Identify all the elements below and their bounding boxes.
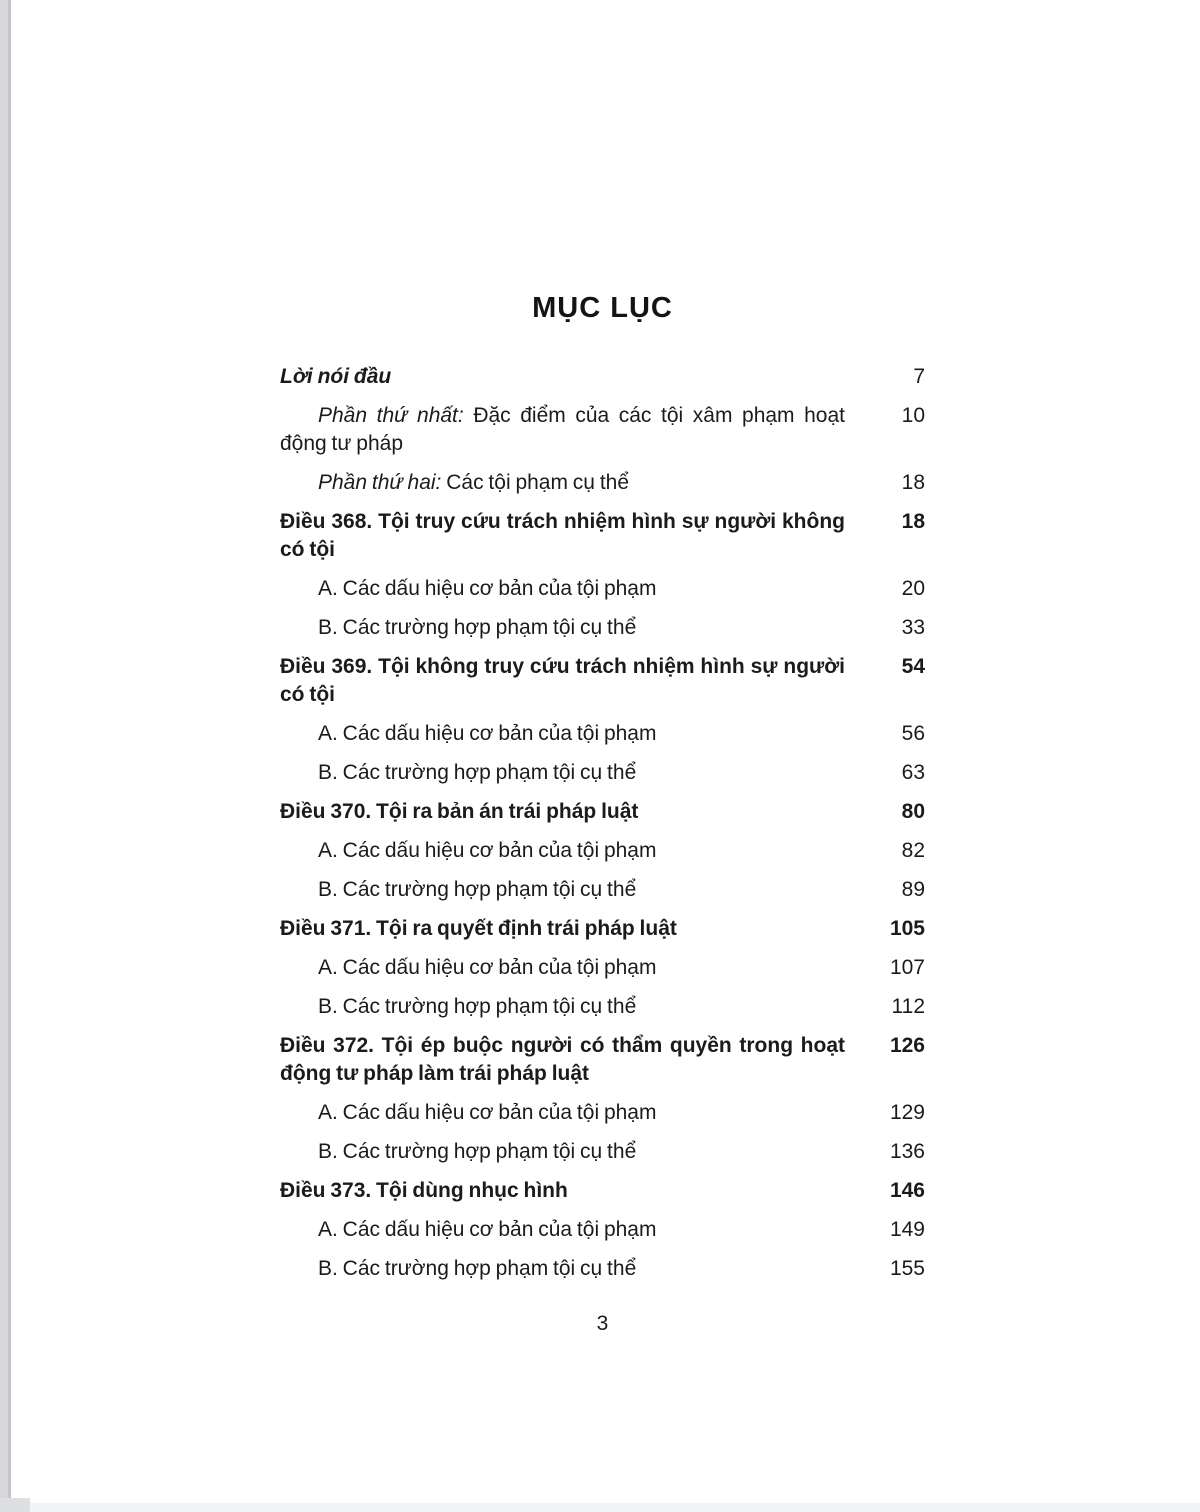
toc-entry-text xyxy=(280,1099,845,1127)
toc-row xyxy=(280,915,925,943)
toc-entry-text xyxy=(280,614,845,642)
toc-entry-page: 126 xyxy=(889,1034,925,1057)
toc-list xyxy=(280,363,925,1294)
toc-entry-page: 105 xyxy=(889,917,925,940)
toc-row xyxy=(280,1255,925,1283)
toc-entry-label: Các tội phạm cụ thể xyxy=(446,471,630,494)
toc-entry-page: 149 xyxy=(889,1218,925,1241)
toc-entry-label: A. Các dấu hiệu cơ bản của tội phạm xyxy=(318,956,657,979)
toc-entry-label: B. Các trường hợp phạm tội cụ thể xyxy=(318,995,637,1018)
toc-entry-label: B. Các trường hợp phạm tội cụ thể xyxy=(318,761,637,784)
toc-entry-page: 33 xyxy=(901,616,925,639)
toc-entry-text xyxy=(280,720,845,748)
toc-entry-label: B. Các trường hợp phạm tội cụ thể xyxy=(318,878,637,901)
toc-entry-text xyxy=(280,1032,845,1088)
page-number: 3 xyxy=(596,1312,609,1335)
toc-entry-page: 155 xyxy=(889,1257,925,1280)
toc-entry-label: A. Các dấu hiệu cơ bản của tội phạm xyxy=(318,722,657,745)
toc-entry-page: 18 xyxy=(901,510,925,533)
toc-entry-prefix: Phần thứ nhất: xyxy=(318,404,464,427)
toc-entry-text xyxy=(280,508,845,564)
toc-row xyxy=(280,1032,925,1088)
toc-entry-text xyxy=(280,1216,845,1244)
toc-row xyxy=(280,1138,925,1166)
toc-entry-page: 112 xyxy=(891,995,925,1018)
scan-edge-bottom xyxy=(0,1503,1200,1512)
toc-row xyxy=(280,575,925,603)
toc-entry-text xyxy=(280,876,845,904)
toc-entry-page: 80 xyxy=(901,800,925,823)
toc-entry-page: 56 xyxy=(901,722,925,745)
toc-row xyxy=(280,508,925,564)
toc-entry-text xyxy=(280,837,845,865)
toc-entry-label: Điều 369. Tội không truy cứu trách nhiệm hình sự người có tội xyxy=(280,655,845,706)
toc-entry-text xyxy=(280,954,845,982)
toc-entry-label: Lời nói đầu xyxy=(280,365,392,388)
toc-entry-prefix: Phần thứ hai: xyxy=(318,471,442,494)
toc-entry-page: 136 xyxy=(889,1140,925,1163)
toc-entry-page: 82 xyxy=(901,839,925,862)
toc-entry-label: Điều 372. Tội ép buộc người có thẩm quyền trong hoạt động tư pháp làm trái pháp luật xyxy=(280,1034,845,1085)
toc-row xyxy=(280,954,925,982)
scan-edge-left xyxy=(0,0,11,1512)
toc-entry-page: 63 xyxy=(901,761,925,784)
toc-entry-label: B. Các trường hợp phạm tội cụ thể xyxy=(318,1257,637,1280)
toc-entry-page: 20 xyxy=(901,577,925,600)
page-title: MỤC LỤC xyxy=(532,292,673,324)
toc-entry-label: Điều 368. Tội truy cứu trách nhiệm hình sự người không có tội xyxy=(280,510,845,561)
toc-row xyxy=(280,363,925,391)
toc-entry-label: A. Các dấu hiệu cơ bản của tội phạm xyxy=(318,577,657,600)
toc-entry-text xyxy=(280,575,845,603)
toc-entry-page: 129 xyxy=(889,1101,925,1124)
toc-entry-label: B. Các trường hợp phạm tội cụ thể xyxy=(318,616,637,639)
toc-entry-text xyxy=(280,363,845,391)
toc-entry-page: 107 xyxy=(889,956,925,979)
toc-entry-page: 18 xyxy=(901,471,925,494)
toc-entry-label: A. Các dấu hiệu cơ bản của tội phạm xyxy=(318,1218,657,1241)
toc-entry-text xyxy=(280,993,845,1021)
toc-entry-text xyxy=(280,1255,845,1283)
toc-entry-text xyxy=(280,1177,845,1205)
toc-entry-page: 54 xyxy=(901,655,925,678)
toc-entry-text xyxy=(280,798,845,826)
toc-row xyxy=(280,759,925,787)
toc-row xyxy=(280,798,925,826)
toc-entry-text xyxy=(280,759,845,787)
scan-edge-corner xyxy=(0,1498,30,1512)
toc-entry-text xyxy=(280,915,845,943)
toc-entry-text xyxy=(280,653,845,709)
toc-row xyxy=(280,402,925,458)
toc-row xyxy=(280,1216,925,1244)
toc-entry-label: A. Các dấu hiệu cơ bản của tội phạm xyxy=(318,839,657,862)
toc-entry-page: 89 xyxy=(901,878,925,901)
toc-row xyxy=(280,837,925,865)
toc-entry-label: A. Các dấu hiệu cơ bản của tội phạm xyxy=(318,1101,657,1124)
toc-row xyxy=(280,469,925,497)
toc-entry-text xyxy=(280,1138,845,1166)
toc-entry-text xyxy=(280,469,845,497)
toc-entry-page: 7 xyxy=(913,365,925,388)
toc-row xyxy=(280,720,925,748)
toc-entry-page: 146 xyxy=(889,1179,925,1202)
toc-entry-label: Điều 371. Tội ra quyết định trái pháp luật xyxy=(280,917,677,940)
toc-entry-label: Điều 370. Tội ra bản án trái pháp luật xyxy=(280,800,639,823)
toc-entry-label: Đặc điểm của các tội xâm phạm hoạt động tư pháp xyxy=(280,404,845,455)
toc-entry-label: B. Các trường hợp phạm tội cụ thể xyxy=(318,1140,637,1163)
toc-entry-label: Điều 373. Tội dùng nhục hình xyxy=(280,1179,568,1202)
toc-row xyxy=(280,653,925,709)
toc-entry-text xyxy=(280,402,845,458)
toc-row xyxy=(280,876,925,904)
toc-row xyxy=(280,614,925,642)
toc-row xyxy=(280,1099,925,1127)
toc-row xyxy=(280,993,925,1021)
toc-row xyxy=(280,1177,925,1205)
toc-entry-page: 10 xyxy=(901,404,925,427)
